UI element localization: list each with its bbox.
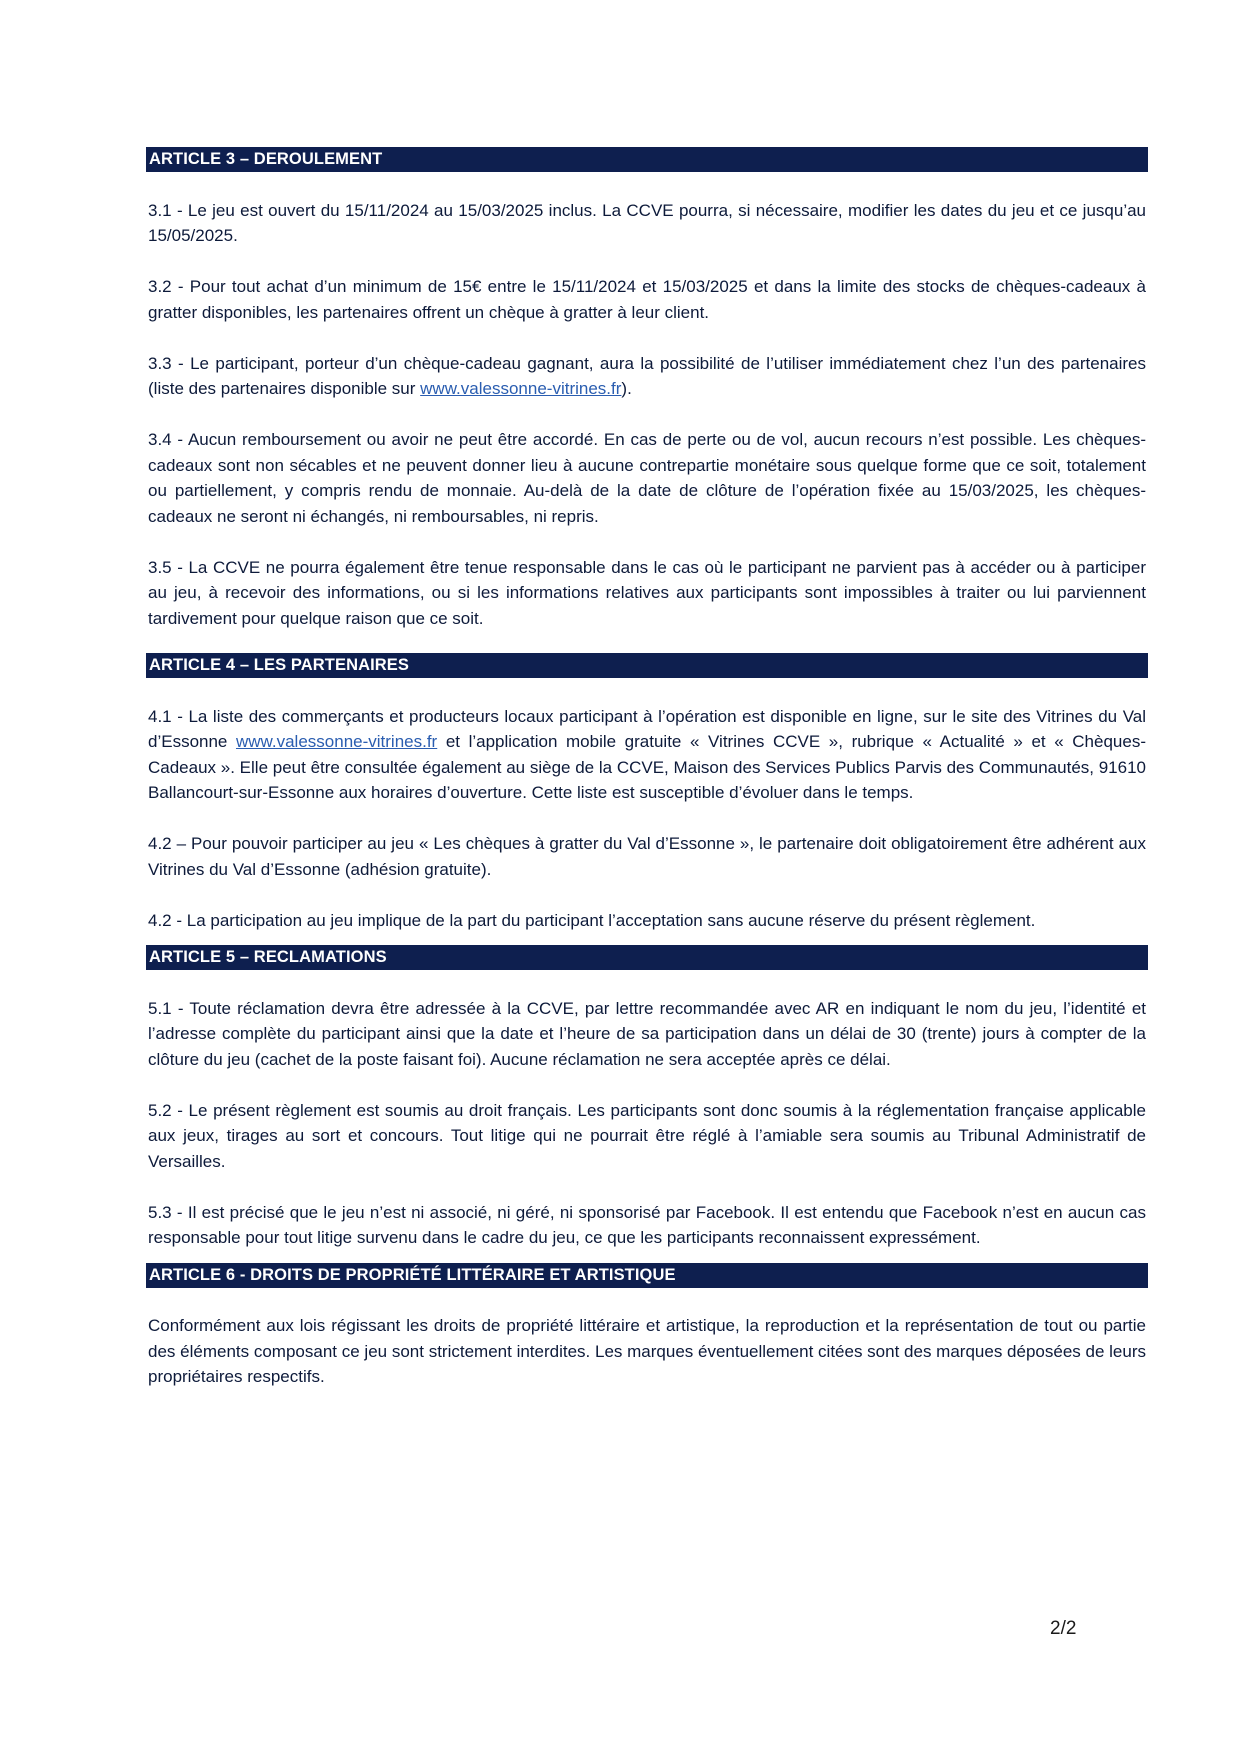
paragraph-6-1: Conformément aux lois régissant les droits de propriété littéraire et artistique, la reproduction et la représentation de tout ou partie des éléments composant ce jeu sont strictement interdites. Les marques éventuellement citées sont des marques déposées de leurs propriétaires respectifs. xyxy=(148,1316,1146,1386)
document-page xyxy=(146,147,1148,1415)
article-4-heading: ARTICLE 4 – LES PARTENAIRES xyxy=(146,653,1148,678)
partners-website-link[interactable]: www.valessonne-vitrines.fr xyxy=(420,379,622,398)
paragraph-3-3 xyxy=(146,351,1148,402)
paragraph-5-3: 5.3 - Il est précisé que le jeu n’est ni associé, ni géré, ni sponsorisé par Facebook. Il est entendu que Facebook n’est en aucun cas responsable pour tout litige survenu dans le cadre du jeu, ce que les participants reconnaissent expressément. xyxy=(148,1202,1146,1247)
paragraph-4-2-b: 4.2 - La participation au jeu implique de la part du participant l’acceptation sans aucune réserve du présent règlement. xyxy=(148,910,1036,930)
paragraph-5-1: 5.1 - Toute réclamation devra être adressée à la CCVE, par lettre recommandée avec AR en indiquant le nom du jeu, l’identité et l’adresse complète du participant ainsi que la date et l’heure de sa participation dans un délai de 30 (trente) jours à compter de la clôture du jeu (cachet de la poste faisant foi). Aucune réclamation ne sera acceptée après ce délai. xyxy=(148,998,1146,1069)
paragraph-4-1 xyxy=(146,704,1148,806)
paragraph-4-2-a: 4.2 – Pour pouvoir participer au jeu « Les chèques à gratter du Val d’Essonne », le partenaire doit obligatoirement être adhérent aux Vitrines du Val d’Essonne (adhésion gratuite). xyxy=(148,834,1146,879)
paragraph-3-1: 3.1 - Le jeu est ouvert du 15/11/2024 au 15/03/2025 inclus. La CCVE pourra, si nécessaire, modifier les dates du jeu et ce jusqu’au 15/05/2025. xyxy=(148,200,1146,245)
article-6-heading: ARTICLE 6 - DROITS DE PROPRIÉTÉ LITTÉRAIRE ET ARTISTIQUE xyxy=(146,1263,1148,1288)
paragraph-4-1-text-before: 4.1 - La liste des commerçants et producteurs locaux participant à l’opération est disponible en ligne, sur le site des Vitrines du Val d’Essonne xyxy=(148,706,1146,751)
paragraph-3-2: 3.2 - Pour tout achat d’un minimum de 15€ entre le 15/11/2024 et 15/03/2025 et dans la limite des stocks de chèques-cadeaux à gratter disponibles, les partenaires offrent un chèque à gratter à leur client. xyxy=(148,277,1146,322)
paragraph-3-4: 3.4 - Aucun remboursement ou avoir ne peut être accordé. En cas de perte ou de vol, aucun recours n’est possible. Les chèques-cadeaux sont non sécables et ne peuvent donner lieu à aucune contrepartie monétaire sous quelque forme que ce soit, totalement ou partiellement, y compris rendu de monnaie. Au-delà de la date de clôture de l’opération fixée au 15/03/2025, les chèques-cadeaux ne seront ni échangés, ni remboursables, ni repris. xyxy=(148,430,1146,526)
paragraph-3-3-text-after: ). xyxy=(621,379,632,398)
paragraph-5-2: 5.2 - Le présent règlement est soumis au droit français. Les participants sont donc soumis à la réglementation française applicable aux jeux, tirages au sort et concours. Tout litige qui ne pourrait être réglé à l’amiable sera soumis au Tribunal Administratif de Versailles. xyxy=(148,1100,1146,1171)
article-3-heading: ARTICLE 3 – DEROULEMENT xyxy=(146,147,1148,172)
vitrines-website-link[interactable]: www.valessonne-vitrines.fr xyxy=(235,732,438,751)
page-number: 2/2 xyxy=(1050,1618,1077,1639)
paragraph-3-3-text-before: 3.3 - Le participant, porteur d’un chèque-cadeau gagnant, aura la possibilité de l’utiliser immédiatement chez l’un des partenaires (liste des partenaires disponible sur xyxy=(148,353,1146,398)
paragraph-3-5: 3.5 - La CCVE ne pourra également être tenue responsable dans le cas où le participant ne parvient pas à accéder ou à participer au jeu, à recevoir des informations, ou si les informations relatives aux participants sont impossibles à traiter ou lui parviennent tardivement pour quelque raison que ce soit. xyxy=(148,557,1146,628)
paragraph-4-1-text-after: et l’application mobile gratuite « Vitrines CCVE », rubrique « Actualité » et « Chèques-Cadeaux ». Elle peut être consultée également au siège de la CCVE, Maison des Services Publics Parvis des Communautés, 91610 Ballancourt-sur-Essonne aux horaires d’ouverture. Cette liste est susceptible d’évoluer dans le temps. xyxy=(148,732,1146,802)
article-5-heading: ARTICLE 5 – RECLAMATIONS xyxy=(146,945,1148,970)
